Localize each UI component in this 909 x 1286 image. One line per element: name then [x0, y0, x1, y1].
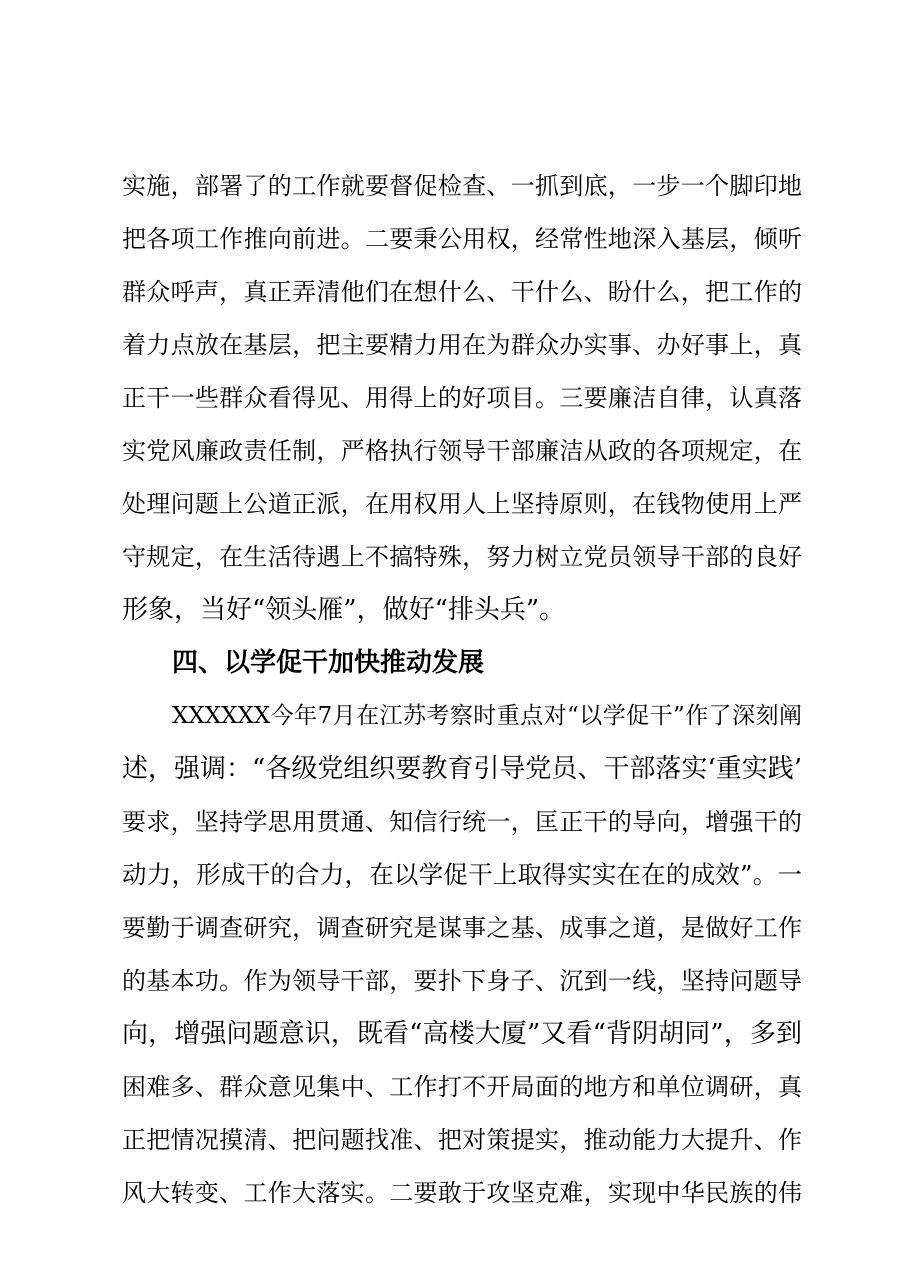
- paragraph1-line-2: 把各项工作推向前进。二要秉公用权，经常性地深入基层，倾听: [122, 225, 802, 253]
- paragraph2-line-2: 述，强调：“各级党组织要教育引导党员、干部落实‘重实践’: [122, 754, 802, 784]
- paragraph1-line-9: 形象，当好“领头雁”，做好“排头兵”。: [122, 595, 566, 625]
- paragraph2-line-9: 正把情况摸清、把问题找准、把对策提实，推动能力大提升、作: [122, 1126, 802, 1154]
- paragraph1-line-1: 实施，部署了的工作就要督促检查、一抓到底，一步一个脚印地: [122, 172, 802, 200]
- section-heading: 四、以学促干加快推动发展: [172, 648, 485, 678]
- paragraph2-line-7: 向，增强问题意识，既看“高楼大厦”又看“背阴胡同”，多到: [122, 1019, 802, 1049]
- paragraph1-line-6: 实党风廉政责任制，严格执行领导干部廉洁从政的各项规定，在: [122, 437, 802, 465]
- paragraph2-line-3: 要求，坚持学思用贯通、知信行统一，匡正干的导向，增强干的: [122, 808, 802, 836]
- paragraph2-line-4: 动力，形成干的合力，在以学促干上取得实实在在的成效”。一: [122, 860, 802, 889]
- paragraph1-line-5: 正干一些群众看得见、用得上的好项目。三要廉洁自律，认真落: [122, 384, 802, 412]
- paragraph1-line-3: 群众呼声，真正弄清他们在想什么、干什么、盼什么，把工作的: [122, 278, 802, 306]
- paragraph1-line-4: 着力点放在基层，把主要精力用在为群众办实事、办好事上，真: [122, 331, 802, 359]
- paragraph2-line-10: 风大转变、工作大落实。二要敢于攻坚克难，实现中华民族的伟: [122, 1179, 802, 1207]
- paragraph1-line-7: 处理问题上公道正派，在用权用人上坚持原则，在钱物使用上严: [122, 490, 802, 518]
- paragraph1-line-8: 守规定，在生活待遇上不搞特殊，努力树立党员领导干部的良好: [122, 543, 802, 571]
- paragraph2-line-8: 困难多、群众意见集中、工作打不开局面的地方和单位调研，真: [122, 1073, 802, 1101]
- paragraph2-line-6: 的基本功。作为领导干部，要扑下身子、沉到一线，坚持问题导: [122, 967, 802, 995]
- paragraph2-line-5: 要勤于调查研究，调查研究是谋事之基、成事之道，是做好工作: [122, 914, 802, 942]
- paragraph2-line-1: XXXXXX今年7月在江苏考察时重点对“以学促干”作了深刻阐: [172, 703, 802, 729]
